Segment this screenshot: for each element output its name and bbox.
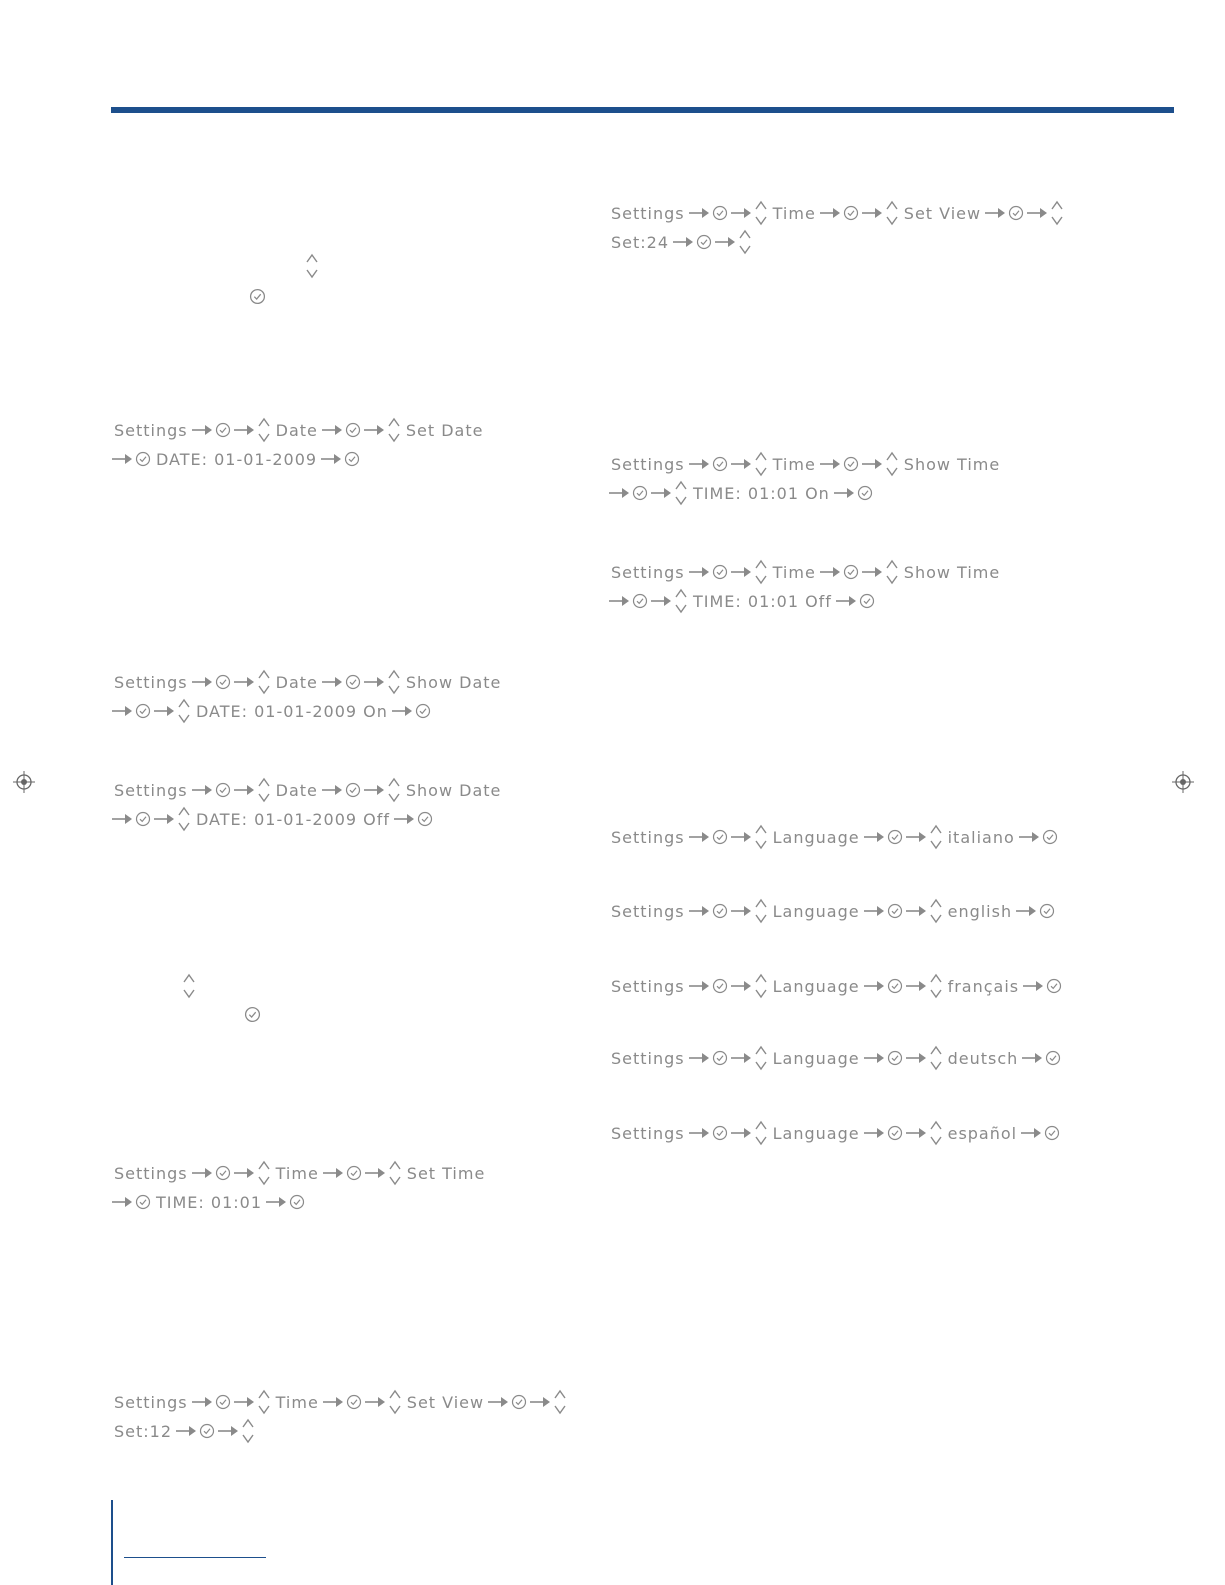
registration-mark-icon (1172, 771, 1194, 793)
instruction-line-show-date-on (111, 696, 433, 726)
check-circle-icon (511, 1394, 527, 1410)
check-circle-icon (1044, 1125, 1060, 1141)
check-circle-icon (843, 456, 859, 472)
instruction-text: Show Time (903, 454, 1001, 474)
instruction-text: Show Date (405, 672, 502, 692)
check-circle-icon (249, 288, 266, 305)
instruction-text: Show Date (405, 780, 502, 800)
arrow-right-icon (321, 423, 343, 437)
instruction-text: Set Time (406, 1163, 486, 1183)
instruction-text: english (947, 901, 1013, 921)
up-down-arrows-icon (304, 252, 320, 280)
arrow-right-icon (730, 1126, 752, 1140)
up-down-arrows-icon (754, 972, 768, 1000)
instruction-text: Settings (114, 1163, 188, 1183)
check-circle-icon (712, 456, 728, 472)
footer-underline (124, 1557, 266, 1558)
up-down-arrows-icon (885, 450, 899, 478)
up-down-arrows-icon (929, 823, 943, 851)
instruction-line-show-date-off (111, 804, 435, 834)
up-down-arrows-icon (387, 668, 401, 696)
instruction-text: Language (772, 1123, 860, 1143)
arrow-right-icon (1015, 904, 1037, 918)
up-down-arrows-icon (674, 479, 688, 507)
arrow-right-icon (320, 452, 342, 466)
arrow-right-icon (688, 830, 710, 844)
arrow-right-icon (391, 704, 413, 718)
up-down-arrows-icon (929, 1119, 943, 1147)
check-circle-icon (345, 782, 361, 798)
up-down-arrows-icon (754, 450, 768, 478)
check-circle-icon (215, 782, 231, 798)
up-down-arrows-icon (1050, 199, 1064, 227)
instruction-text: DATE: 01-01-2009 Off (196, 809, 391, 829)
arrow-right-icon (714, 235, 736, 249)
instruction-line-lang-english (608, 896, 1057, 926)
arrow-right-icon (905, 830, 927, 844)
up-down-arrows-icon (387, 776, 401, 804)
instruction-text: Time (772, 562, 816, 582)
check-circle-icon (887, 903, 903, 919)
up-down-arrows-icon (553, 1388, 567, 1416)
check-circle-icon (1046, 978, 1062, 994)
arrow-right-icon (863, 1051, 885, 1065)
instruction-text: TIME: 01:01 Off (693, 591, 832, 611)
arrow-right-icon (688, 457, 710, 471)
arrow-right-icon (730, 979, 752, 993)
up-down-arrows-icon (257, 1159, 271, 1187)
instruction-line-lang-francais (608, 971, 1064, 1001)
check-circle-icon (1042, 829, 1058, 845)
arrow-right-icon (730, 457, 752, 471)
arrow-right-icon (905, 1126, 927, 1140)
up-down-arrows-icon (177, 805, 191, 833)
check-circle-icon (344, 451, 360, 467)
instruction-text: Settings (114, 672, 188, 692)
instruction-text: Language (772, 901, 860, 921)
arrow-right-icon (364, 1395, 386, 1409)
arrow-right-icon (650, 594, 672, 608)
up-down-arrows-icon (754, 1044, 768, 1072)
arrow-right-icon (863, 1126, 885, 1140)
check-circle-icon (712, 1125, 728, 1141)
instruction-text: Set:24 (611, 232, 670, 252)
up-down-arrows-icon (388, 1159, 402, 1187)
arrow-right-icon (730, 565, 752, 579)
instruction-line-set-view-12 (111, 1387, 569, 1417)
check-circle-icon (859, 593, 875, 609)
arrow-right-icon (905, 1051, 927, 1065)
instruction-text: Set:12 (114, 1421, 173, 1441)
check-circle-icon (1039, 903, 1055, 919)
up-down-arrows-icon (754, 199, 768, 227)
arrow-right-icon (233, 675, 255, 689)
arrow-right-icon (321, 675, 343, 689)
up-down-arrows-icon (241, 1417, 255, 1445)
arrow-right-icon (487, 1395, 509, 1409)
arrow-right-icon (363, 783, 385, 797)
check-circle-icon (417, 811, 433, 827)
arrow-right-icon (672, 235, 694, 249)
instruction-text: Settings (114, 1392, 188, 1412)
instruction-text: Settings (114, 420, 188, 440)
instruction-text: Language (772, 976, 860, 996)
arrow-right-icon (819, 206, 841, 220)
check-circle-icon (887, 978, 903, 994)
arrow-right-icon (730, 904, 752, 918)
up-down-arrows-icon (387, 416, 401, 444)
check-circle-icon (887, 1050, 903, 1066)
up-down-arrows-icon (885, 199, 899, 227)
check-circle-icon (843, 564, 859, 580)
check-circle-icon (632, 485, 648, 501)
arrow-right-icon (905, 904, 927, 918)
up-down-arrows-icon (754, 1119, 768, 1147)
instruction-text: Settings (611, 562, 685, 582)
instruction-line-show-time-on (608, 478, 875, 508)
arrow-right-icon (608, 594, 630, 608)
instruction-text: Date (275, 420, 318, 440)
up-down-arrows-icon (754, 558, 768, 586)
check-circle-icon (215, 1394, 231, 1410)
arrow-right-icon (688, 1051, 710, 1065)
arrow-right-icon (233, 423, 255, 437)
instruction-text: DATE: 01-01-2009 (156, 449, 318, 469)
arrow-right-icon (819, 565, 841, 579)
up-down-arrows-icon (257, 1388, 271, 1416)
arrow-right-icon (833, 486, 855, 500)
instruction-text: español (947, 1123, 1018, 1143)
arrow-right-icon (730, 206, 752, 220)
instruction-text: français (947, 976, 1020, 996)
check-circle-icon (345, 674, 361, 690)
arrow-right-icon (191, 783, 213, 797)
instruction-text: Set View (406, 1392, 485, 1412)
instruction-text: Settings (114, 780, 188, 800)
up-down-arrows-icon (929, 972, 943, 1000)
up-down-arrows-icon (885, 558, 899, 586)
instruction-line-set-date (111, 444, 362, 474)
arrow-right-icon (153, 812, 175, 826)
check-circle-icon (289, 1194, 305, 1210)
check-circle-icon (135, 1194, 151, 1210)
instruction-text: DATE: 01-01-2009 On (196, 701, 388, 721)
arrow-right-icon (905, 979, 927, 993)
instruction-line-show-date-on (111, 667, 504, 697)
instruction-text: Time (275, 1163, 319, 1183)
arrow-right-icon (191, 423, 213, 437)
up-down-arrows-icon (181, 972, 197, 1000)
arrow-right-icon (819, 457, 841, 471)
header-rule (111, 107, 1174, 113)
instruction-text: Time (772, 454, 816, 474)
up-down-arrows-icon (674, 587, 688, 615)
arrow-right-icon (984, 206, 1006, 220)
arrow-right-icon (111, 704, 133, 718)
up-down-arrows-icon (177, 697, 191, 725)
instruction-text: Settings (611, 1123, 685, 1143)
instruction-line-show-time-off (608, 586, 877, 616)
arrow-right-icon (111, 452, 133, 466)
check-circle-icon (887, 829, 903, 845)
arrow-right-icon (111, 1195, 133, 1209)
arrow-right-icon (265, 1195, 287, 1209)
instruction-line-show-date-off (111, 775, 504, 805)
instruction-text: Settings (611, 203, 685, 223)
arrow-right-icon (529, 1395, 551, 1409)
instruction-text: Language (772, 1048, 860, 1068)
check-circle-icon (346, 1394, 362, 1410)
arrow-right-icon (861, 565, 883, 579)
check-circle-icon (696, 234, 712, 250)
instruction-line-set-view-12 (111, 1416, 257, 1446)
check-circle-icon (712, 564, 728, 580)
arrow-right-icon (730, 830, 752, 844)
instruction-text: italiano (947, 827, 1015, 847)
instruction-text: TIME: 01:01 On (693, 483, 830, 503)
arrow-right-icon (363, 675, 385, 689)
arrow-right-icon (363, 423, 385, 437)
up-down-arrows-icon (754, 897, 768, 925)
arrow-right-icon (1018, 830, 1040, 844)
check-circle-icon (346, 1165, 362, 1181)
instruction-line-set-time (111, 1187, 307, 1217)
check-circle-icon (712, 829, 728, 845)
arrow-right-icon (1021, 1051, 1043, 1065)
arrow-right-icon (393, 812, 415, 826)
check-circle-icon (199, 1423, 215, 1439)
arrow-right-icon (608, 486, 630, 500)
up-down-arrows-icon (257, 416, 271, 444)
arrow-right-icon (863, 979, 885, 993)
arrow-right-icon (861, 457, 883, 471)
arrow-right-icon (233, 1166, 255, 1180)
check-circle-icon (135, 811, 151, 827)
arrow-right-icon (217, 1424, 239, 1438)
instruction-line-show-time-on (608, 449, 1003, 479)
arrow-right-icon (1026, 206, 1048, 220)
arrow-right-icon (191, 1166, 213, 1180)
instruction-text: TIME: 01:01 (156, 1192, 262, 1212)
instruction-line-lang-italiano (608, 822, 1060, 852)
up-down-arrows-icon (929, 897, 943, 925)
check-circle-icon (857, 485, 873, 501)
up-down-arrows-icon (257, 776, 271, 804)
arrow-right-icon (321, 783, 343, 797)
instruction-text: Settings (611, 827, 685, 847)
check-circle-icon (415, 703, 431, 719)
arrow-right-icon (322, 1166, 344, 1180)
instruction-line-set-view-24 (608, 198, 1066, 228)
arrow-right-icon (863, 904, 885, 918)
instruction-text: Settings (611, 454, 685, 474)
instruction-text: Time (275, 1392, 319, 1412)
arrow-right-icon (861, 206, 883, 220)
instruction-text: Language (772, 827, 860, 847)
registration-mark-icon (13, 771, 35, 793)
arrow-right-icon (730, 1051, 752, 1065)
arrow-right-icon (1022, 979, 1044, 993)
up-down-arrows-icon (754, 823, 768, 851)
check-circle-icon (712, 1050, 728, 1066)
arrow-right-icon (835, 594, 857, 608)
instruction-line-set-view-24 (608, 227, 754, 257)
instruction-text: Settings (611, 1048, 685, 1068)
check-circle-icon (244, 1006, 261, 1023)
arrow-right-icon (191, 1395, 213, 1409)
check-circle-icon (887, 1125, 903, 1141)
check-circle-icon (632, 593, 648, 609)
arrow-right-icon (650, 486, 672, 500)
check-circle-icon (215, 674, 231, 690)
check-circle-icon (843, 205, 859, 221)
check-circle-icon (712, 978, 728, 994)
footer-vertical-rule (111, 1500, 113, 1585)
check-circle-icon (1008, 205, 1024, 221)
arrow-right-icon (111, 812, 133, 826)
check-circle-icon (345, 422, 361, 438)
instruction-text: Settings (611, 976, 685, 996)
instruction-line-show-time-off (608, 557, 1003, 587)
instruction-text: Time (772, 203, 816, 223)
instruction-text: Date (275, 780, 318, 800)
arrow-right-icon (688, 206, 710, 220)
instruction-text: Show Time (903, 562, 1001, 582)
check-circle-icon (712, 903, 728, 919)
instruction-line-set-time (111, 1158, 488, 1188)
check-circle-icon (215, 1165, 231, 1181)
arrow-right-icon (688, 1126, 710, 1140)
arrow-right-icon (688, 904, 710, 918)
instruction-text: Settings (611, 901, 685, 921)
arrow-right-icon (1020, 1126, 1042, 1140)
arrow-right-icon (233, 783, 255, 797)
instruction-line-set-date (111, 415, 486, 445)
instruction-line-lang-espanol (608, 1118, 1062, 1148)
check-circle-icon (712, 205, 728, 221)
arrow-right-icon (191, 675, 213, 689)
instruction-text: Set View (903, 203, 982, 223)
arrow-right-icon (322, 1395, 344, 1409)
arrow-right-icon (175, 1424, 197, 1438)
up-down-arrows-icon (738, 228, 752, 256)
arrow-right-icon (863, 830, 885, 844)
arrow-right-icon (364, 1166, 386, 1180)
check-circle-icon (135, 451, 151, 467)
instruction-text: deutsch (947, 1048, 1019, 1068)
instruction-text: Date (275, 672, 318, 692)
up-down-arrows-icon (257, 668, 271, 696)
arrow-right-icon (688, 565, 710, 579)
instruction-text: Set Date (405, 420, 484, 440)
arrow-right-icon (153, 704, 175, 718)
up-down-arrows-icon (388, 1388, 402, 1416)
check-circle-icon (1045, 1050, 1061, 1066)
arrow-right-icon (688, 979, 710, 993)
arrow-right-icon (233, 1395, 255, 1409)
up-down-arrows-icon (929, 1044, 943, 1072)
check-circle-icon (135, 703, 151, 719)
instruction-line-lang-deutsch (608, 1043, 1063, 1073)
check-circle-icon (215, 422, 231, 438)
